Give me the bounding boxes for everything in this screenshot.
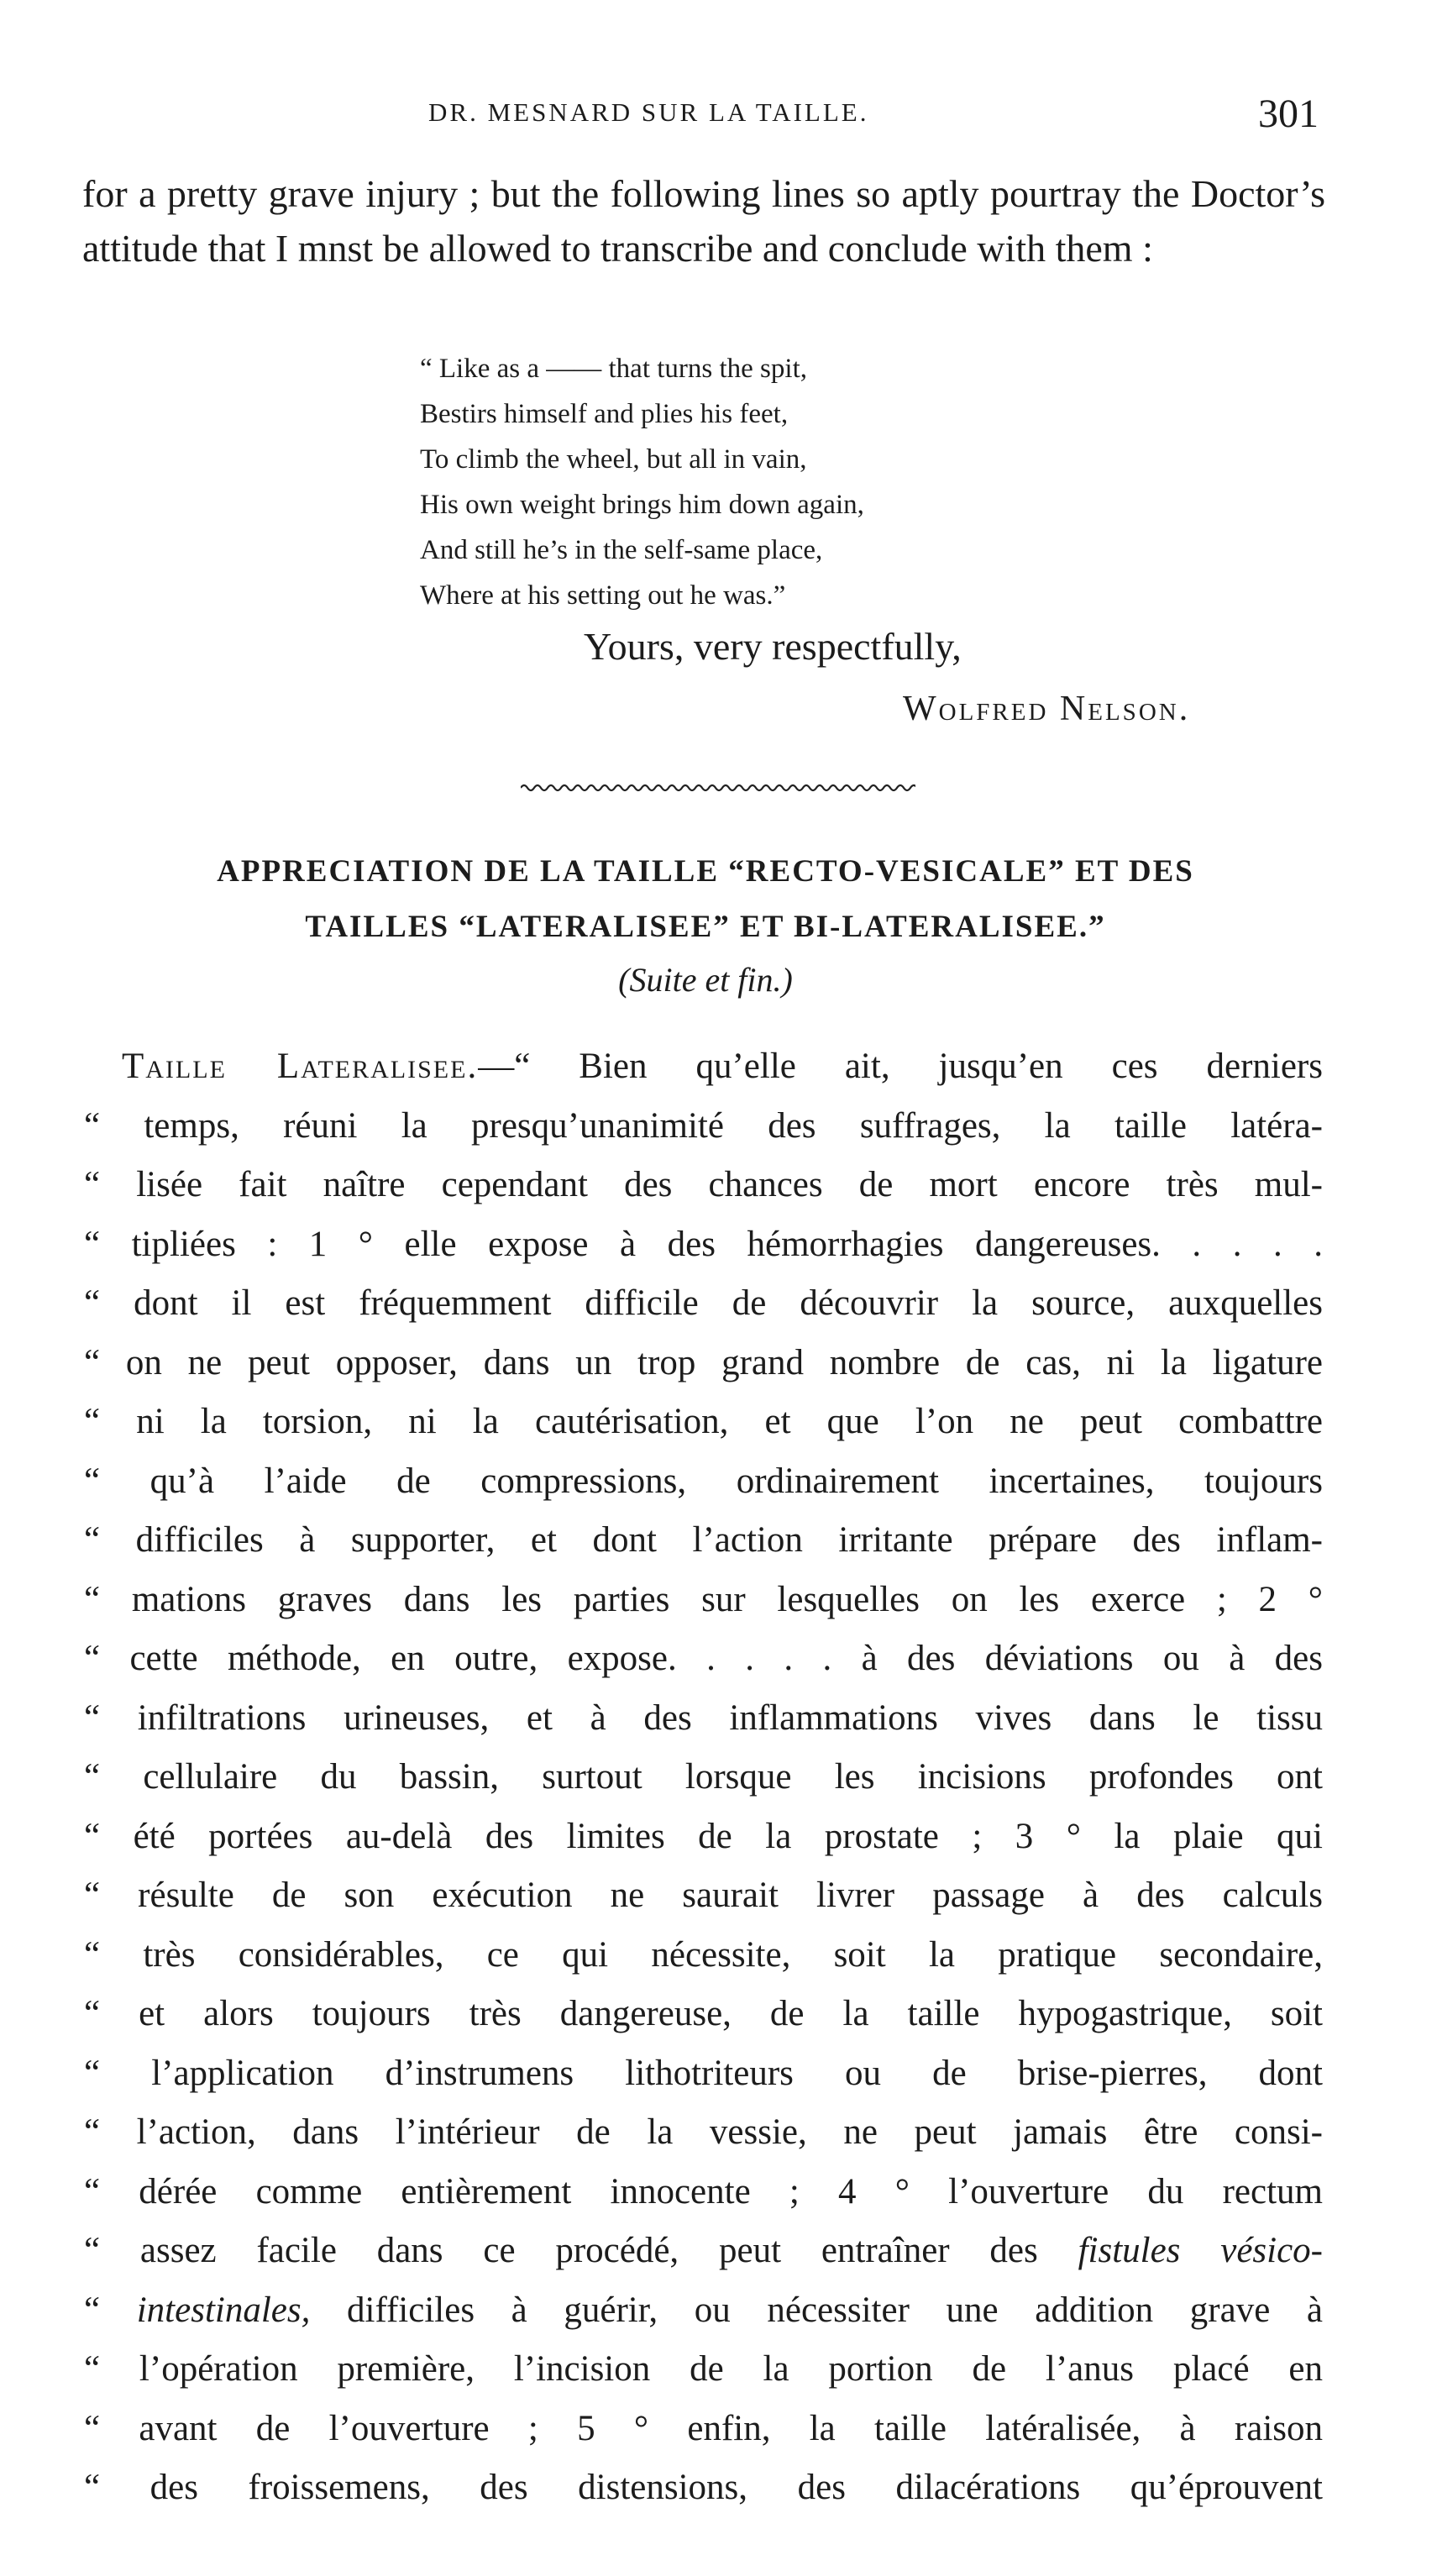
page-header (84, 91, 1319, 141)
letter-signature: Wolfred Nelson. (903, 690, 1191, 728)
section-label: Taille Lateralisee. (122, 1047, 479, 1086)
letter-closing: Yours, very respectfully, (584, 625, 962, 668)
body-line: “ l’opération première, l’incision de la portion de l’anus placé en (84, 2349, 1323, 2389)
body-line: “ l’action, dans l’intérieur de la vessie, ne peut jamais être consi- (84, 2112, 1323, 2152)
body-line: “ cette méthode, en outre, expose. . . . . à des déviations ou à des (84, 1639, 1323, 1678)
body-line: “ qu’à l’aide de compressions, ordinairement incertaines, toujours (84, 1461, 1323, 1501)
article-title (84, 844, 1327, 955)
article-body (84, 1037, 1323, 2518)
body-line: “ et alors toujours très dangereuse, de la taille hypogastrique, soit (84, 1994, 1323, 2033)
article-title-line-2: TAILLES “LATERALISEE” ET BI-LATERALISEE.” (305, 910, 1106, 944)
body-line-text: “ assez facile dans ce procédé, peut entraîner des (84, 2231, 1038, 2270)
body-line-text: difficiles à guérir, ou nécessiter une addition grave à (347, 2290, 1324, 2330)
body-line: “ lisée fait naître cependant des chances de mort encore très mul- (84, 1165, 1323, 1204)
body-line: “ tipliées : 1 ° elle expose à des hémorrhagies dangereuses. . . . . (84, 1224, 1323, 1264)
wavy-divider (521, 779, 915, 796)
body-line: “ avant de l’ouverture ; 5 ° enfin, la taille latéralisée, à raison (84, 2408, 1323, 2448)
poem-line: His own weight brings him down again, (420, 490, 864, 520)
body-line: “ on ne peut opposer, dans un trop grand nombre de cas, ni la ligature (84, 1342, 1323, 1382)
italic-term: fistules vésico- (1078, 2231, 1323, 2270)
body-line (84, 2281, 1323, 2341)
body-line: “ l’application d’instrumens lithotriteurs ou de brise-pierres, dont (84, 2053, 1323, 2093)
running-head: DR. MESNARD SUR LA TAILLE. (428, 97, 869, 127)
body-line: “ ni la torsion, ni la cautérisation, et que l’on ne peut combattre (84, 1402, 1323, 1441)
poem-line: “ Like as a —— that turns the spit, (420, 354, 807, 384)
poem-line: To climb the wheel, but all in vain, (420, 444, 807, 475)
body-line: “ infiltrations urineuses, et à des inflammations vives dans le tissu (84, 1697, 1323, 1738)
article-subtitle: (Suite et fin.) (618, 961, 793, 999)
poem-line: Where at his setting out he was.” (420, 580, 786, 611)
body-line (84, 1037, 1323, 1097)
letter-paragraph: for a pretty grave injury ; but the following lines so aptly pourtray the Doctor’s attitude that I mnst be allowed to transcribe and conclude with them : (82, 172, 1325, 270)
body-line: “ cellulaire du bassin, surtout lorsque les incisions profondes ont (84, 1757, 1323, 1797)
body-line-text: —“ Bien qu’elle ait, jusqu’en ces derniers (478, 1047, 1323, 1086)
body-line: “ mations graves dans les parties sur lesquelles on les exerce ; 2 ° (84, 1579, 1323, 1619)
poem-quotation (420, 346, 1176, 618)
poem-line: And still he’s in the self-same place, (420, 535, 823, 565)
italic-term: intestinales, (136, 2290, 311, 2330)
page-number: 301 (1258, 92, 1319, 136)
body-line (84, 2222, 1323, 2281)
body-line: “ des froissemens, des distensions, des dilacérations qu’éprouvent (84, 2468, 1323, 2507)
article-title-line-1: APPRECIATION DE LA TAILLE “RECTO-VESICALE” ET DES (217, 854, 1194, 889)
body-line: “ résulte de son exécution ne saurait livrer passage à des calculs (84, 1876, 1323, 1915)
body-line: “ difficiles à supporter, et dont l’action irritante prépare des inflam- (84, 1520, 1323, 1560)
poem-line: Bestirs himself and plies his feet, (420, 399, 789, 429)
body-line: “ temps, réuni la presqu’unanimité des suffrages, la taille latéra- (84, 1105, 1323, 1146)
body-line: “ dont il est fréquemment difficile de découvrir la source, auxquelles (84, 1283, 1323, 1323)
body-line: “ été portées au-delà des limites de la prostate ; 3 ° la plaie qui (84, 1816, 1323, 1856)
body-line: “ dérée comme entièrement innocente ; 4 ° l’ouverture du rectum (84, 2171, 1323, 2211)
body-line: “ très considérables, ce qui nécessite, soit la pratique secondaire, (84, 1934, 1323, 1975)
quote-mark: “ (84, 2290, 101, 2330)
